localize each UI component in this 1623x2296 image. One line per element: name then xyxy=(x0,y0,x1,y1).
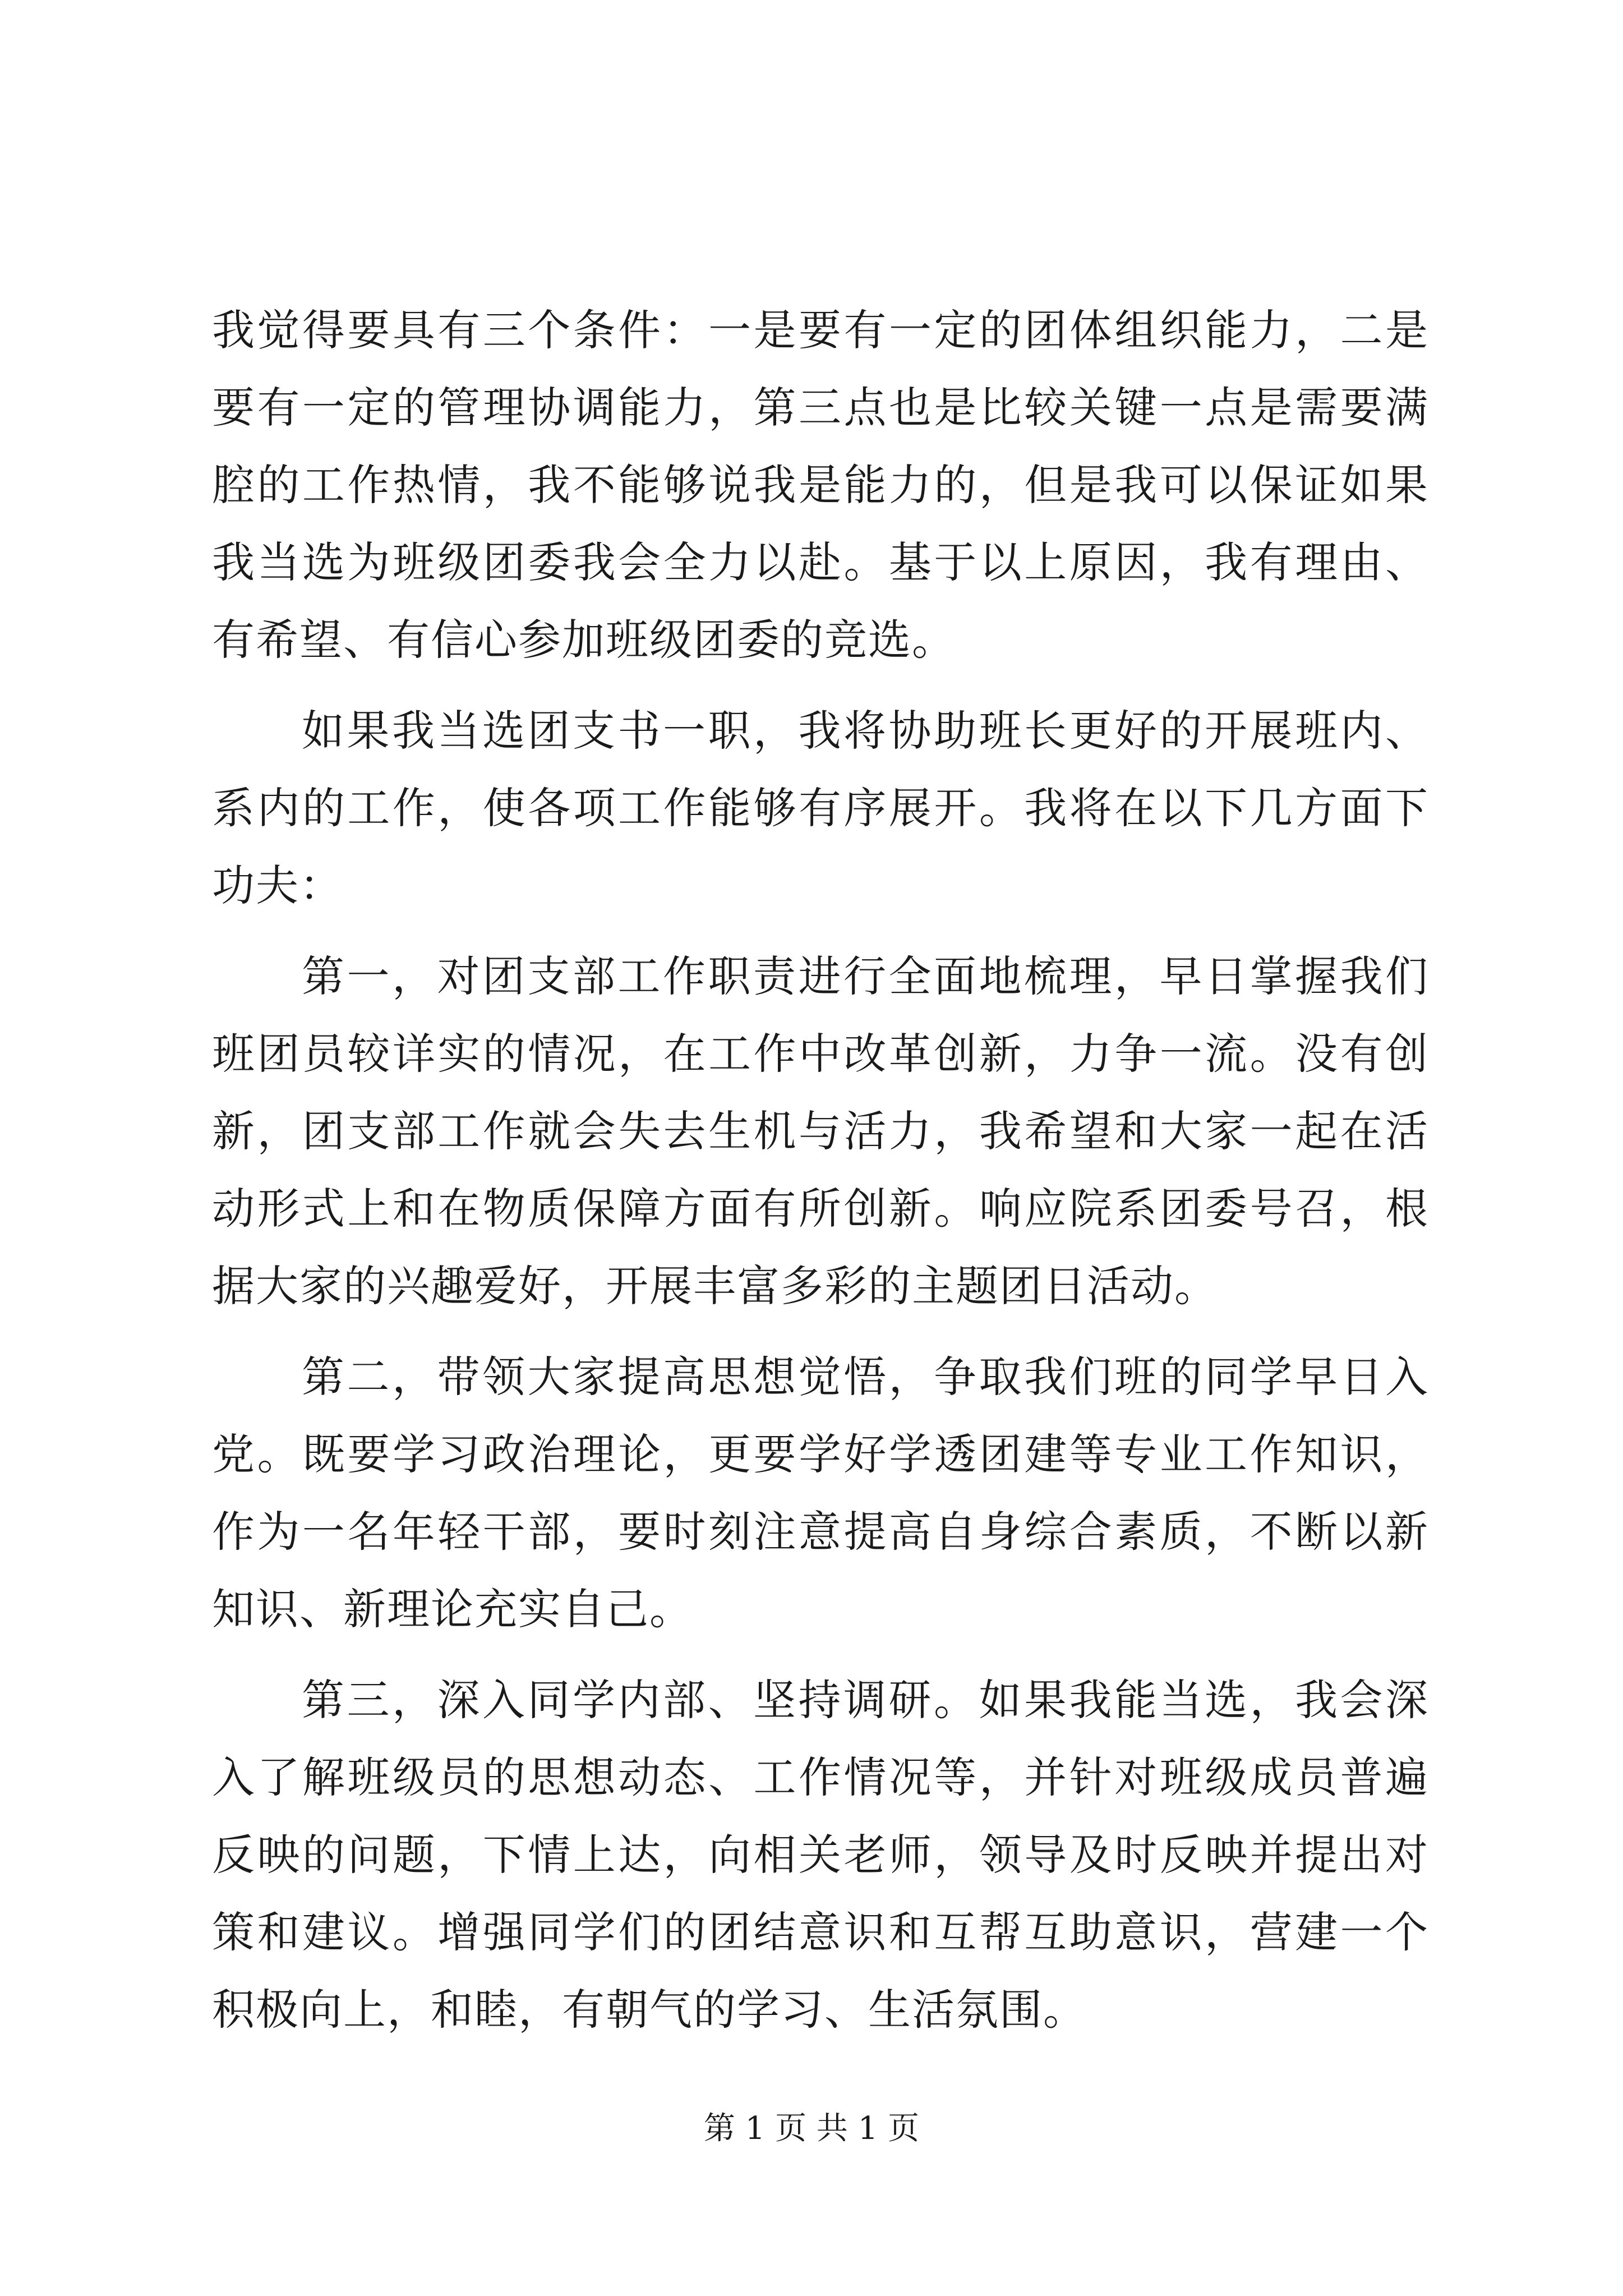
paragraph-2: 如果我当选团支书一职，我将协助班长更好的开展班内、系内的工作，使各项工作能够有序展开。我将在以下几方面下功夫： xyxy=(212,706,1429,910)
paragraph-4: 第二，带领大家提高思想觉悟，争取我们班的同学早日入党。既要学习政治理论，更要学好学透团建等专业工作知识，作为一名年轻干部，要时刻注意提高自身综合素质，不断以新知识、新理论充实自己。 xyxy=(212,1352,1429,1634)
paragraph-5: 第三，深入同学内部、坚持调研。如果我能当选，我会深入了解班级员的思想动态、工作情况等，并针对班级成员普遍反映的问题，下情上达，向相关老师，领导及时反映并提出对策和建议。增强同学们的团结意识和互帮互助意识，营建一个积极向上，和睦，有朝气的学习、生活氛围。 xyxy=(212,1675,1429,2035)
paragraph-3: 第一，对团支部工作职责进行全面地梳理，早日掌握我们班团员较详实的情况，在工作中改革创新，力争一流。没有创新，团支部工作就会失去生机与活力，我希望和大家一起在活动形式上和在物质保障方面有所创新。响应院系团委号召，根据大家的兴趣爱好，开展丰富多彩的主题团日活动。 xyxy=(212,951,1429,1311)
document-body xyxy=(212,292,1429,2062)
page-number-footer: 第 1 页 共 1 页 xyxy=(703,2110,920,2147)
paragraph-1: 我觉得要具有三个条件：一是要有一定的团体组织能力，二是要有一定的管理协调能力，第三点也是比较关键一点是需要满腔的工作热情，我不能够说我是能力的，但是我可以保证如果我当选为班级团委我会全力以赴。基于以上原因，我有理由、有希望、有信心参加班级团委的竞选。 xyxy=(212,305,1429,665)
